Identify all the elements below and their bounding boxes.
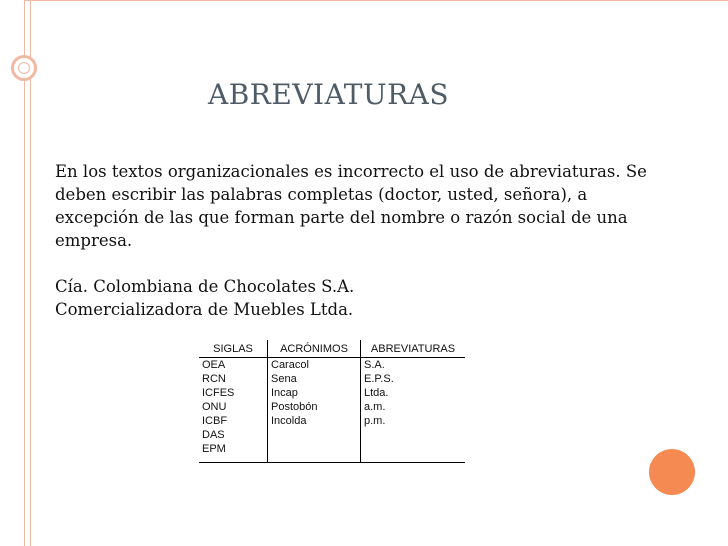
table-row	[199, 386, 465, 400]
table-row	[199, 400, 465, 414]
example-line: Comercializadora de Muebles Ltda.	[55, 300, 354, 319]
table-row	[199, 358, 465, 373]
table-cell	[268, 442, 361, 463]
table-cell: Caracol	[268, 358, 361, 373]
slide-body	[55, 160, 675, 321]
table-cell: Incolda	[268, 414, 361, 428]
example-line: Cía. Colombiana de Chocolates S.A.	[55, 277, 355, 296]
table-cell: p.m.	[361, 414, 466, 428]
table-cell: RCN	[202, 373, 226, 385]
table-cell: E.P.S.	[361, 372, 466, 386]
table-cell: S.A.	[361, 358, 466, 373]
table-cell: OEA	[202, 359, 226, 371]
table-cell: ICFES	[202, 387, 235, 399]
table-cell: ONU	[202, 401, 227, 413]
table-cell: Ltda.	[361, 386, 466, 400]
table-row	[199, 414, 465, 428]
column-header-abreviaturas: ABREVIATURAS	[361, 340, 466, 358]
slide-title: ABREVIATURAS	[208, 78, 450, 111]
table-cell: a.m.	[361, 400, 466, 414]
table-cell	[361, 442, 466, 463]
table-cell: ICBF	[202, 415, 228, 427]
table-cell	[268, 428, 361, 442]
intro-paragraph: En los textos organizacionales es incorrecto el uso de abreviaturas. Se deben escribir las palabras completas (doctor, usted, señora), a excepción de las que forman parte del nombre o razón social de una empresa.	[55, 162, 647, 250]
decorative-circle-icon	[649, 449, 695, 495]
table-header-row	[199, 340, 465, 358]
column-header-siglas: SIGLAS	[199, 340, 268, 358]
table-cell: DAS	[202, 429, 225, 441]
table-cell: EPM	[199, 442, 268, 463]
table-row	[199, 428, 465, 442]
table-cell: Postobón	[268, 400, 361, 414]
table-row	[199, 442, 465, 463]
table-cell: Incap	[268, 386, 361, 400]
table-row	[199, 372, 465, 386]
table-cell	[361, 428, 466, 442]
column-header-acronimos: ACRÓNIMOS	[268, 340, 361, 358]
frame-line-top	[24, 0, 728, 1]
abbreviations-table	[199, 340, 465, 463]
table-cell: Sena	[268, 372, 361, 386]
